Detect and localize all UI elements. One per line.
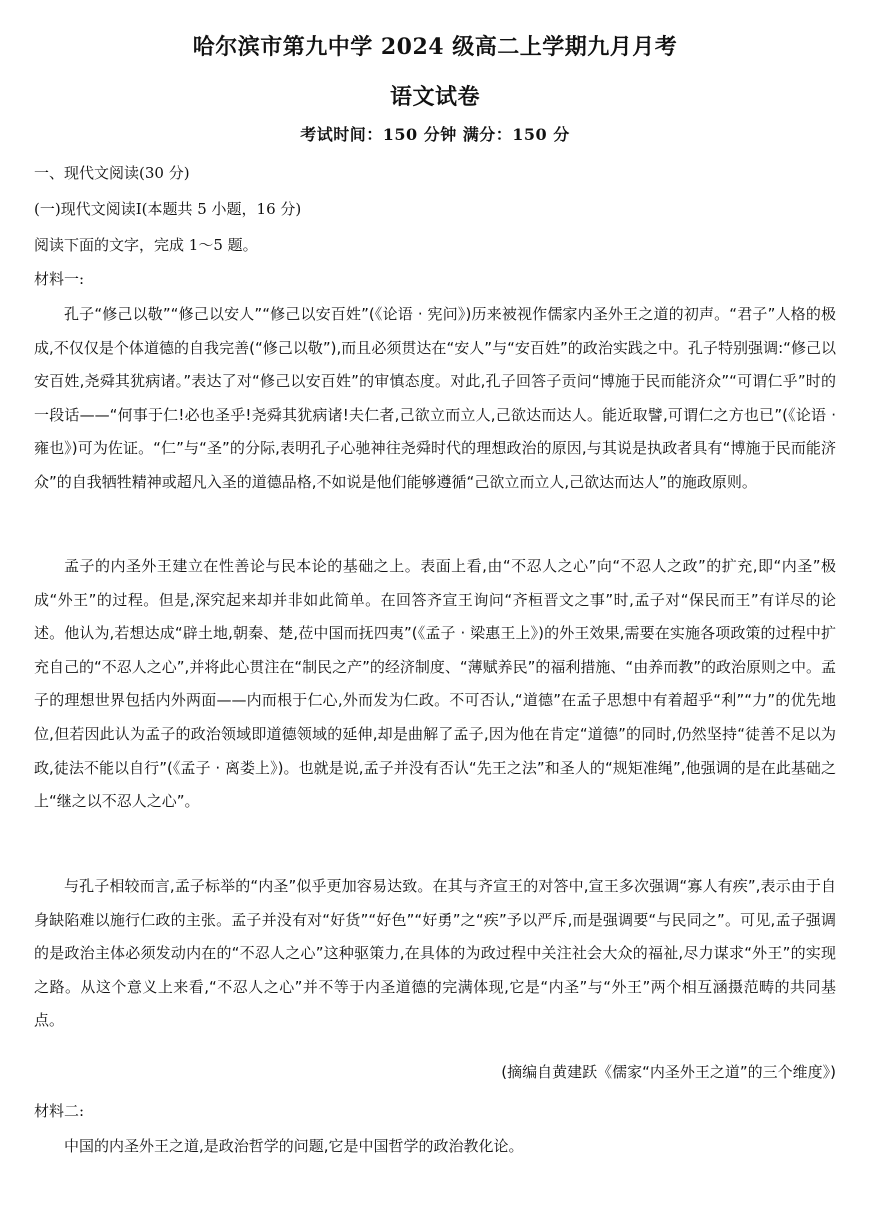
time-score-line: 考试时间：150 分钟 满分：150 分 <box>300 125 570 144</box>
material-one-source: (摘编自黄建跃《儒家“内圣外王之道”的三个维度》) <box>501 1063 836 1081</box>
reading-instruction: 阅读下面的文字，完成 1～5 题。 <box>34 236 258 254</box>
subject-title: 语文试卷 <box>389 84 480 110</box>
material-two-paragraph-1: 中国的内圣外王之道,是政治哲学的问题,它是中国哲学的政治教化论。 <box>64 1137 524 1155</box>
material-one-paragraph-1: 孔子“修己以敬”“修己以安人”“修己以安百姓”(《论语 · 宪问》)历来被视作儒家内圣外王之道的初声。“君子”人格的极成,不仅仅是个体道德的自我完善(“修己以敬”),而且必须贯达在“安人”与“安百姓”的政治实践之中。孔子特别强调:“修己以安百姓,尧舜其犹病诸。”表达了对“修己以安百姓”的审慎态度。对此,孔子回答子贡问“博施于民而能济众”“可谓仁乎”时的一段话——“何事于仁!必也圣乎!尧舜其犹病诸!夫仁者,己欲立而立人,己欲达而达人。能近取譬,可谓仁之方也已”(《论语 · 雍也》)可为佐证。“仁”与“圣”的分际,表明孔子心驰神往尧舜时代的理想政治的原因,与其说是执政者具有“博施于民而能济众”的自我牺牲精神或超凡入圣的道德品格,不如说是他们能够遵循“己欲立而立人,己欲达而达人”的施政原则。 <box>34 305 836 491</box>
section-heading: 一、现代文阅读(30 分) <box>34 164 190 182</box>
material-one-label: 材料一: <box>34 270 85 288</box>
material-two-label: 材料二: <box>34 1102 85 1120</box>
exam-title: 哈尔滨市第九中学 2024 级高二上学期九月月考 <box>192 34 678 60</box>
material-one-paragraph-2: 孟子的内圣外王建立在性善论与民本论的基础之上。表面上看,由“不忍人之心”向“不忍人之政”的扩充,即“内圣”极成“外王”的过程。但是,深究起来却并非如此简单。在回答齐宣王询问“齐桓晋文之事”时,孟子对“保民而王”有详尽的论述。他认为,若想达成“辟土地,朝秦、楚,莅中国而抚四夷”(《孟子 · 梁惠王上》)的外王效果,需要在实施各项政策的过程中扩充自己的“不忍人之心”,并将此心贯注在“制民之产”的经济制度、“薄赋养民”的福利措施、“由养而教”的政治原则之中。孟子的理想世界包括内外两面——内而根于仁心,外而发为仁政。不可否认,“道德”在孟子思想中有着超乎“利”“力”的优先地位,但若因此认为孟子的政治领域即道德领域的延伸,却是曲解了孟子,因为他在肯定“道德”的同时,仍然坚持“徒善不足以为政,徒法不能以自行”(《孟子 · 离娄上》)。也就是说,孟子并没有否认“先王之法”和圣人的“规矩准绳”,他强调的是在此基础之上“继之以不忍人之心”。 <box>34 557 836 811</box>
subsection-heading: (一)现代文阅读Ⅰ(本题共 5 小题，16 分) <box>34 200 302 218</box>
material-one-paragraph-3: 与孔子相较而言,孟子标举的“内圣”似乎更加容易达致。在其与齐宣王的对答中,宣王多次强调“寡人有疾”,表示由于自身缺陷难以施行仁政的主张。孟子并没有对“好货”“好色”“好勇”之“疾”予以严斥,而是强调要“与民同之”。可见,孟子强调的是政治主体必须发动内在的“不忍人之心”这种驱策力,在具体的为政过程中关注社会大众的福祉,尽力谋求“外王”的实现之路。从这个意义上来看,“不忍人之心”并不等于内圣道德的完满体现,它是“内圣”与“外王”两个相互涵摄范畴的共同基点。 <box>34 877 836 1030</box>
